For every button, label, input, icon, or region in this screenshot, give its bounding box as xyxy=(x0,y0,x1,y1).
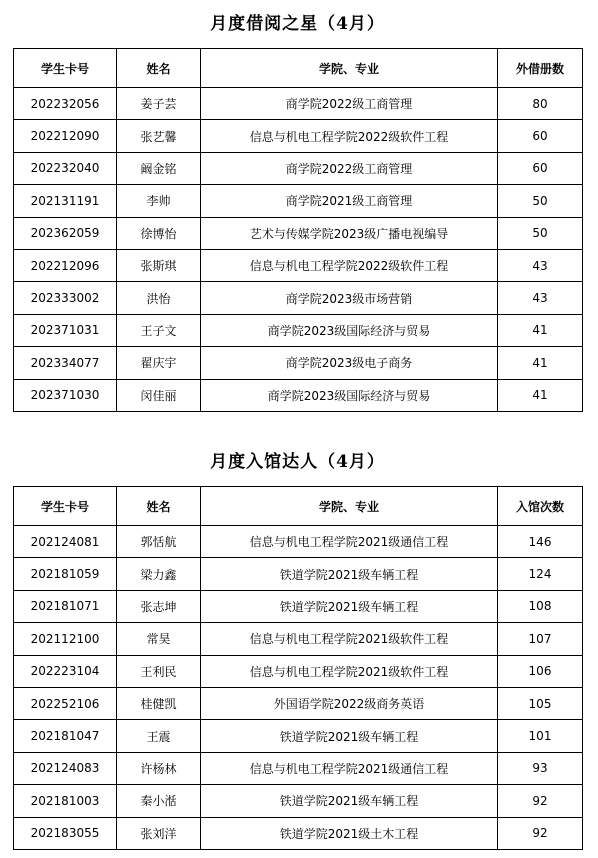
table-header-row xyxy=(14,49,583,88)
name-cell: 张刘洋 xyxy=(117,817,201,849)
header-name: 姓名 xyxy=(117,49,201,88)
table-row xyxy=(14,687,583,719)
card-id-cell: 202131191 xyxy=(14,185,117,217)
header-name: 姓名 xyxy=(117,487,201,526)
card-id-cell: 202183055 xyxy=(14,817,117,849)
table-row xyxy=(14,623,583,655)
visit-table xyxy=(13,486,583,850)
card-id-cell: 202232040 xyxy=(14,152,117,184)
card-id-cell: 202181003 xyxy=(14,785,117,817)
name-cell: 桂健凯 xyxy=(117,687,201,719)
table-row xyxy=(14,558,583,590)
count-cell: 146 xyxy=(498,526,583,558)
table-row xyxy=(14,526,583,558)
card-id-cell: 202362059 xyxy=(14,217,117,249)
table-row xyxy=(14,282,583,314)
count-cell: 41 xyxy=(498,314,583,346)
count-cell: 124 xyxy=(498,558,583,590)
major-cell: 商学院2023级市场营销 xyxy=(201,282,498,314)
count-cell: 92 xyxy=(498,785,583,817)
header-college-major: 学院、专业 xyxy=(201,49,498,88)
name-cell: 王震 xyxy=(117,720,201,752)
name-cell: 张志坤 xyxy=(117,590,201,622)
name-cell: 徐博怡 xyxy=(117,217,201,249)
name-cell: 梁力鑫 xyxy=(117,558,201,590)
count-cell: 60 xyxy=(498,152,583,184)
header-card-id: 学生卡号 xyxy=(14,49,117,88)
name-cell: 洪怡 xyxy=(117,282,201,314)
count-cell: 41 xyxy=(498,379,583,411)
count-cell: 43 xyxy=(498,282,583,314)
table-row xyxy=(14,752,583,784)
count-cell: 50 xyxy=(498,217,583,249)
borrow-table xyxy=(13,48,583,412)
major-cell: 铁道学院2021级车辆工程 xyxy=(201,785,498,817)
major-cell: 信息与机电工程学院2021级软件工程 xyxy=(201,655,498,687)
table-row xyxy=(14,347,583,379)
count-cell: 101 xyxy=(498,720,583,752)
table-row xyxy=(14,120,583,152)
borrow-section xyxy=(13,0,582,412)
name-cell: 张斯琪 xyxy=(117,249,201,281)
visit-title: 月度入馆达人（4月） xyxy=(210,452,385,472)
major-cell: 商学院2022级工商管理 xyxy=(201,152,498,184)
name-cell: 张艺馨 xyxy=(117,120,201,152)
major-cell: 商学院2022级工商管理 xyxy=(201,88,498,120)
name-cell: 姜子芸 xyxy=(117,88,201,120)
name-cell: 翟庆宇 xyxy=(117,347,201,379)
card-id-cell: 202112100 xyxy=(14,623,117,655)
count-cell: 43 xyxy=(498,249,583,281)
card-id-cell: 202371031 xyxy=(14,314,117,346)
major-cell: 商学院2021级工商管理 xyxy=(201,185,498,217)
name-cell: 常昊 xyxy=(117,623,201,655)
card-id-cell: 202181071 xyxy=(14,590,117,622)
count-cell: 60 xyxy=(498,120,583,152)
table-row xyxy=(14,720,583,752)
card-id-cell: 202334077 xyxy=(14,347,117,379)
name-cell: 王子文 xyxy=(117,314,201,346)
table-row xyxy=(14,785,583,817)
name-cell: 闵佳丽 xyxy=(117,379,201,411)
count-cell: 107 xyxy=(498,623,583,655)
count-cell: 106 xyxy=(498,655,583,687)
count-cell: 80 xyxy=(498,88,583,120)
name-cell: 许杨林 xyxy=(117,752,201,784)
table-row xyxy=(14,379,583,411)
name-cell: 秦小湉 xyxy=(117,785,201,817)
major-cell: 信息与机电工程学院2021级通信工程 xyxy=(201,526,498,558)
count-cell: 41 xyxy=(498,347,583,379)
count-cell: 108 xyxy=(498,590,583,622)
card-id-cell: 202333002 xyxy=(14,282,117,314)
card-id-cell: 202223104 xyxy=(14,655,117,687)
count-cell: 92 xyxy=(498,817,583,849)
major-cell: 信息与机电工程学院2021级通信工程 xyxy=(201,752,498,784)
name-cell: 郭恬航 xyxy=(117,526,201,558)
header-college-major: 学院、专业 xyxy=(201,487,498,526)
count-cell: 105 xyxy=(498,687,583,719)
visit-section xyxy=(13,438,582,850)
name-cell: 王利民 xyxy=(117,655,201,687)
header-borrow-count: 外借册数 xyxy=(498,49,583,88)
borrow-title: 月度借阅之星（4月） xyxy=(210,14,385,34)
card-id-cell: 202371030 xyxy=(14,379,117,411)
table-row xyxy=(14,655,583,687)
card-id-cell: 202212096 xyxy=(14,249,117,281)
table-row xyxy=(14,249,583,281)
name-cell: 阚金铭 xyxy=(117,152,201,184)
header-visit-count: 入馆次数 xyxy=(498,487,583,526)
table-row xyxy=(14,217,583,249)
name-cell: 李帅 xyxy=(117,185,201,217)
table-row xyxy=(14,314,583,346)
major-cell: 铁道学院2021级车辆工程 xyxy=(201,720,498,752)
card-id-cell: 202124081 xyxy=(14,526,117,558)
card-id-cell: 202232056 xyxy=(14,88,117,120)
card-id-cell: 202181059 xyxy=(14,558,117,590)
card-id-cell: 202124083 xyxy=(14,752,117,784)
major-cell: 铁道学院2021级土木工程 xyxy=(201,817,498,849)
major-cell: 商学院2023级电子商务 xyxy=(201,347,498,379)
card-id-cell: 202252106 xyxy=(14,687,117,719)
header-card-id: 学生卡号 xyxy=(14,487,117,526)
major-cell: 铁道学院2021级车辆工程 xyxy=(201,590,498,622)
table-row xyxy=(14,817,583,849)
card-id-cell: 202212090 xyxy=(14,120,117,152)
major-cell: 铁道学院2021级车辆工程 xyxy=(201,558,498,590)
major-cell: 商学院2023级国际经济与贸易 xyxy=(201,314,498,346)
major-cell: 信息与机电工程学院2022级软件工程 xyxy=(201,249,498,281)
major-cell: 信息与机电工程学院2021级软件工程 xyxy=(201,623,498,655)
table-row xyxy=(14,185,583,217)
count-cell: 50 xyxy=(498,185,583,217)
major-cell: 信息与机电工程学院2022级软件工程 xyxy=(201,120,498,152)
major-cell: 外国语学院2022级商务英语 xyxy=(201,687,498,719)
major-cell: 艺术与传媒学院2023级广播电视编导 xyxy=(201,217,498,249)
table-row xyxy=(14,88,583,120)
table-row xyxy=(14,590,583,622)
table-header-row xyxy=(14,487,583,526)
count-cell: 93 xyxy=(498,752,583,784)
table-row xyxy=(14,152,583,184)
major-cell: 商学院2023级国际经济与贸易 xyxy=(201,379,498,411)
card-id-cell: 202181047 xyxy=(14,720,117,752)
